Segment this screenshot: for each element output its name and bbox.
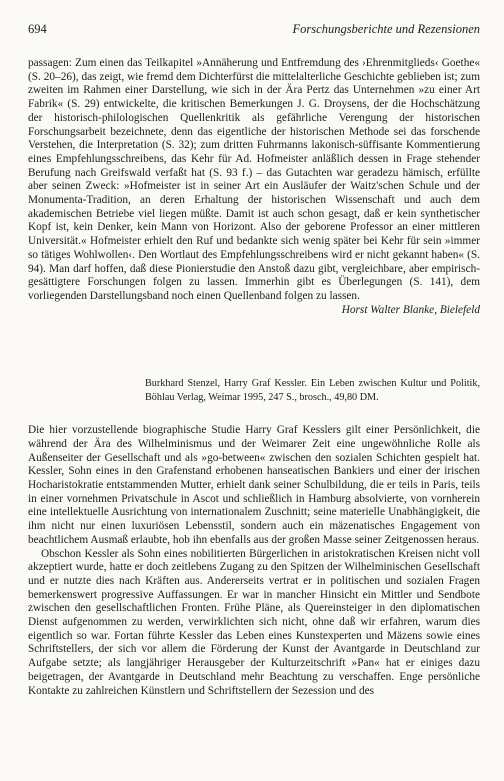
document-page [28, 22, 480, 698]
review-1-text: passagen: Zum einen das Teilkapitel »Annäherung und Entfremdung des ›Ehrenmitglieds‹ Goethe« (S. 20–26), das zeigt, wie fremd dem Dichterfürst die mittelalterliche Geschichte geblieben ist; zum zweiten im Rahmen einer Darstellung, wie sich in der Ära Pertz das Unternehmen »zu einer Art Fabrik« (S. 29) entwickelte, die kritischen Bemerkungen J. G. Droysens, der die Hochschätzung der historisch-philologischen Quellenkritik als gefährliche Verengung der historischen Forschungsarbeit bezeichnete, denn das eigentliche der historischen Methode sei das forschende Verstehen, die Interpretation (S. 32); zum dritten Fuhrmanns lakonisch-süffisante Kommentierung eines Empfehlungsschreibens, das Kehr für Ad. Hofmeister anläßlich dessen in Frage stehender Berufung nach Greifswald verfaßt hat (S. 93 f.) – das Gutachten war geradezu hämisch, erfüllte aber seinen Zweck: »Hofmeister ist in seiner Art ein Ausläufer der Waitz'schen Schule und der Monumenta-Tradition, an deren Erhaltung der historischen Wissenschaft und auch dem akademischen Betriebe viel liegen müßte. Damit ist auch schon gesagt, daß er kein synthetischer Kopf ist, kein Denker, kein Mann von Horizont. Also der geborene Professor an einer mittleren Universität.« Hofmeister erhielt den Ruf und bedankte sich wenig später bei Kehr für sein »immer so tätiges Wohlwollen‹. Den Wortlaut des Empfehlungsschreibens wird er nicht gekannt haben« (S. 94). Man darf hoffen, daß diese Pionierstudie den Anstoß dazu gibt, vergleichbare, aber empirisch-gesättigtere Forschungen folgen zu lassen. Immerhin gibt es Überlegungen (S. 141), dem vorliegenden Darstellungsband noch einen Quellenband folgen zu lassen. [28, 57, 480, 302]
running-title: Forschungsberichte und Rezensionen [292, 22, 480, 36]
review-1-signature: Horst Walter Blanke, Bielefeld [341, 303, 480, 316]
review-2-body [28, 424, 480, 698]
review-2-citation: Burkhard Stenzel, Harry Graf Kessler. Ein Leben zwischen Kultur und Politik, Böhlau Verlag, Weimar 1995, 247 S., brosch., 49,80 DM. [145, 378, 480, 403]
review-2-paragraph: Die hier vorzustellende biographische Studie Harry Graf Kesslers gilt einer Persönlichkeit, die während der Ära des Wilhelminismus und der Weimarer Zeit eine ungewöhnliche Rolle als Außenseiter der Gesellschaft und als »go-between« zwischen den sozialen Schichten gespielt hat. Kessler, Sohn eines in den Grafenstand erhobenen hanseatischen Bankiers und einer der irischen Hocharistokratie entstammenden Mutter, erhielt dank seiner Schulbildung, die er teils in Paris, teils in einer vornehmen Privatschule in Ascot und schließlich in Hamburg absolvierte, von vornherein eine intellektuelle Ausrichtung von internationalem Zuschnitt; seine materielle Unabhängigkeit, die ihm nicht nur einen luxuriösen Lebensstil, sondern auch ein mäzenatisches Engagement von beachtlichem Ausmaß erlaubte, hob ihn ebenfalls aus der großen Masse seiner Zeitgenossen heraus. [28, 424, 480, 546]
page-header [28, 22, 480, 37]
review-2-paragraph: Obschon Kessler als Sohn eines nobilitierten Bürgerlichen in aristokratischen Kreisen nicht voll akzeptiert wurde, hatte er doch zeitlebens Zugang zu den Spitzen der Wilhelminischen Gesellschaft und er nutzte dies nach Kräften aus. Andererseits vertrat er in politischen und sozialen Fragen bemerkenswert progressive Auffassungen. Er war in mancher Hinsicht ein Mittler und Sendbote zwischen den gesellschaftlichen Fronten. Frühe Pläne, als Quereinsteiger in den diplomatischen Dienst aufgenommen zu werden, verwirklichten sich nicht, ohne daß wir erfahren, warum dies eigentlich so war. Fortan führte Kessler das Leben eines Kunstexperten und Mäzens sowie eines Schriftstellers, der sich vor allem die Förderung der Kunst der Avantgarde in Deutschland zur Aufgabe setzte; als langjähriger Herausgeber der Kulturzeitschrift »Pan« hat er einiges dazu beigetragen, der Avantgarde in Deutschland mehr Beachtung zu verschaffen. Enge persönliche Kontakte zu zahlreichen Künstlern und Schriftstellern der Sezession und des [28, 547, 480, 697]
review-1 [28, 57, 480, 317]
page-number: 694 [28, 22, 47, 36]
